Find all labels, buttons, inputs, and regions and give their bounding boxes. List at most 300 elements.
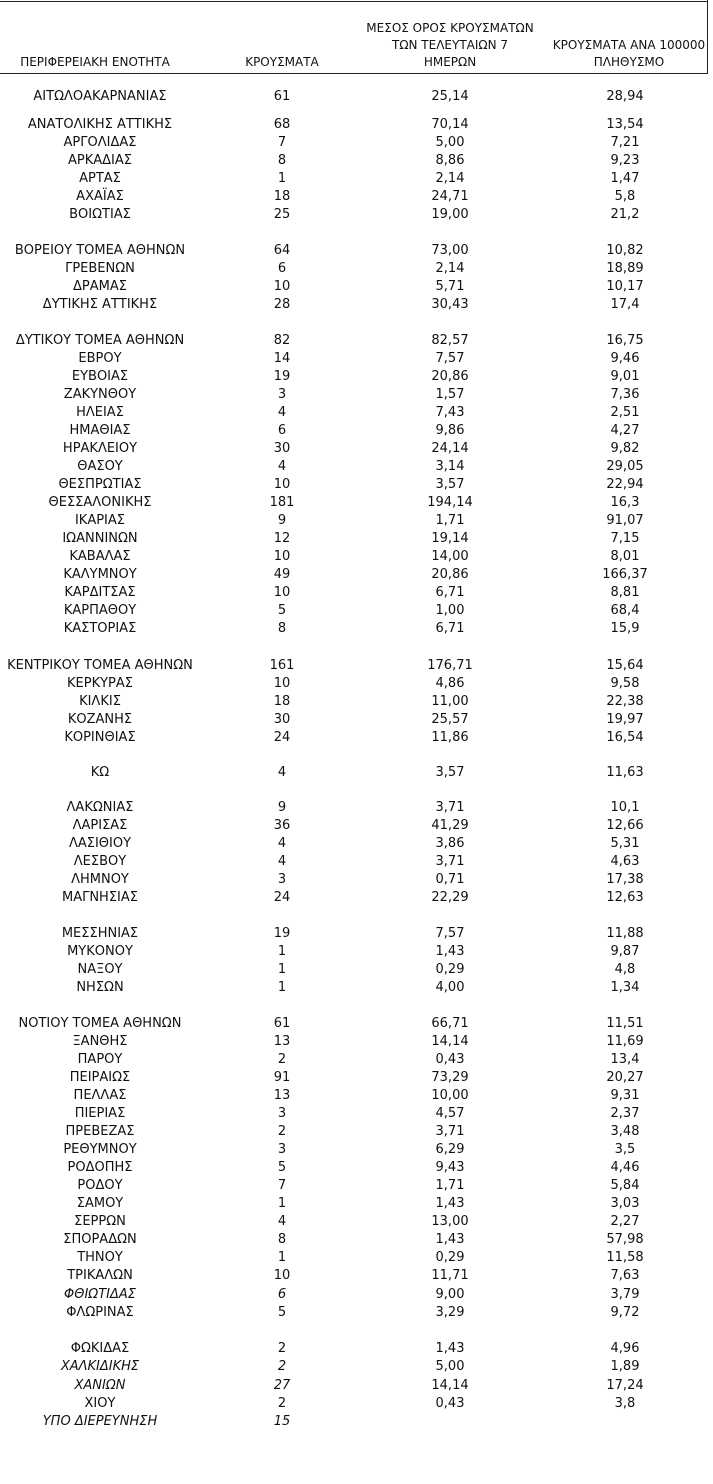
table-row	[0, 961, 708, 979]
cases-value: 7	[277, 1178, 287, 1193]
cases-value: 18	[273, 694, 291, 709]
table-row	[0, 1195, 708, 1213]
region-name: ΔΥΤΙΚΗΣ ΑΤΤΙΚΗΣ	[42, 297, 158, 312]
average-value: 11,71	[431, 1268, 469, 1283]
region-name: ΜΕΣΣΗΝΙΑΣ	[61, 926, 139, 941]
per-100000-value: 12,66	[606, 818, 644, 833]
per-100000-value: 7,36	[610, 387, 640, 402]
cases-value: 4	[277, 854, 287, 869]
region-name: ΗΜΑΘΙΑΣ	[69, 423, 131, 438]
per-100000-value: 4,96	[610, 1341, 640, 1356]
average-value: 24,14	[431, 441, 469, 456]
region-name: ΚΟΖΑΝΗΣ	[67, 712, 133, 727]
average-value: 1,57	[435, 387, 465, 402]
table-row	[0, 1340, 708, 1358]
per-100000-value: 57,98	[606, 1232, 644, 1247]
table-row	[0, 476, 708, 494]
cases-value: 10	[273, 477, 291, 492]
per-100000-value: 4,63	[610, 854, 640, 869]
region-name: ΞΑΝΘΗΣ	[72, 1034, 128, 1049]
average-value: 3,71	[435, 1124, 465, 1139]
table-row	[0, 764, 708, 782]
region-name: ΥΠΟ ΔΙΕΡΕΥΝΗΣΗ	[42, 1414, 158, 1429]
average-value: 1,43	[435, 944, 465, 959]
average-value: 3,57	[435, 765, 465, 780]
table-row	[0, 835, 708, 853]
cases-value: 5	[277, 603, 287, 618]
table-row	[0, 134, 708, 152]
per-100000-value: 11,88	[606, 926, 644, 941]
table-row	[0, 1286, 708, 1304]
region-name: ΛΑΣΙΘΙΟΥ	[68, 836, 132, 851]
per-100000-value: 91,07	[606, 513, 644, 528]
average-value: 3,71	[435, 854, 465, 869]
average-value: 5,00	[435, 1359, 465, 1374]
region-name: ΕΒΡΟΥ	[78, 351, 122, 366]
table-row	[0, 1069, 708, 1087]
average-value: 73,29	[431, 1070, 469, 1085]
table-row	[0, 1231, 708, 1249]
per-100000-value: 11,51	[606, 1016, 644, 1031]
cases-value: 19	[273, 369, 291, 384]
average-value: 6,29	[435, 1142, 465, 1157]
average-value: 3,57	[435, 477, 465, 492]
per-100000-value: 8,81	[610, 585, 640, 600]
region-name: ΙΚΑΡΙΑΣ	[74, 513, 126, 528]
cases-value: 8	[277, 621, 287, 636]
per-100000-value: 29,05	[606, 459, 644, 474]
average-value: 0,29	[435, 1250, 465, 1265]
average-value: 70,14	[431, 117, 469, 132]
average-value: 14,14	[431, 1378, 469, 1393]
table-row	[0, 566, 708, 584]
per-100000-value: 10,17	[606, 279, 644, 294]
table-row	[0, 1249, 708, 1267]
region-name: ΚΑΡΔΙΤΣΑΣ	[64, 585, 136, 600]
per-100000-value: 16,54	[606, 730, 644, 745]
average-value: 1,71	[435, 1178, 465, 1193]
average-value: 20,86	[431, 369, 469, 384]
per-100000-value: 17,38	[606, 872, 644, 887]
cases-value: 24	[273, 890, 291, 905]
per-100000-value: 22,94	[606, 477, 644, 492]
cases-value: 18	[273, 189, 291, 204]
table-row	[0, 1051, 708, 1069]
average-value: 3,29	[435, 1305, 465, 1320]
table-row	[0, 675, 708, 693]
table-row	[0, 1377, 708, 1395]
average-value: 11,00	[431, 694, 469, 709]
per-100000-value: 9,82	[610, 441, 640, 456]
per-100000-value: 166,37	[602, 567, 648, 582]
average-value: 176,71	[427, 658, 473, 673]
cases-value: 3	[277, 1106, 287, 1121]
per-100000-value: 9,46	[610, 351, 640, 366]
region-name: ΒΟΡΕΙΟΥ ΤΟΜΕΑ ΑΘΗΝΩΝ	[14, 243, 186, 258]
region-name: ΚΑΣΤΟΡΙΑΣ	[63, 621, 137, 636]
region-name: ΗΛΕΙΑΣ	[76, 405, 124, 420]
cases-value: 28	[273, 297, 291, 312]
cases-value: 4	[277, 459, 287, 474]
table-row	[0, 889, 708, 907]
region-name: ΛΑΚΩΝΙΑΣ	[66, 800, 134, 815]
region-name: ΣΠΟΡΑΔΩΝ	[63, 1232, 137, 1247]
region-name: ΦΛΩΡΙΝΑΣ	[66, 1305, 134, 1320]
average-value: 5,71	[435, 279, 465, 294]
average-value: 6,71	[435, 585, 465, 600]
table-row	[0, 1123, 708, 1141]
cases-value: 13	[273, 1088, 291, 1103]
table-row	[0, 512, 708, 530]
average-value: 1,43	[435, 1196, 465, 1211]
average-value: 4,57	[435, 1106, 465, 1121]
average-value: 41,29	[431, 818, 469, 833]
average-value: 4,86	[435, 676, 465, 691]
per-100000-value: 9,23	[610, 153, 640, 168]
average-value: 3,86	[435, 836, 465, 851]
average-value: 13,00	[431, 1214, 469, 1229]
cases-value: 27	[273, 1378, 291, 1393]
table-row	[0, 1395, 708, 1413]
cases-value: 6	[277, 423, 287, 438]
region-name: ΤΗΝΟΥ	[77, 1250, 123, 1265]
region-name: ΑΡΚΑΔΙΑΣ	[68, 153, 132, 168]
average-value: 3,71	[435, 800, 465, 815]
average-value: 2,14	[435, 171, 465, 186]
cases-value: 5	[277, 1305, 287, 1320]
region-name: ΔΥΤΙΚΟΥ ΤΟΜΕΑ ΑΘΗΝΩΝ	[15, 333, 185, 348]
region-name: ΑΡΓΟΛΙΔΑΣ	[63, 135, 137, 150]
header-per-100000	[545, 37, 713, 71]
cases-value: 3	[277, 1142, 287, 1157]
cases-value: 68	[273, 117, 291, 132]
per-100000-value: 5,8	[614, 189, 636, 204]
table-row	[0, 386, 708, 404]
region-name: ΘΕΣΣΑΛΟΝΙΚΗΣ	[48, 495, 152, 510]
region-name: ΧΑΛΚΙΔΙΚΗΣ	[60, 1359, 140, 1374]
per-100000-value: 7,15	[610, 531, 640, 546]
table-row	[0, 1304, 708, 1322]
table-row	[0, 1177, 708, 1195]
per-100000-value: 11,58	[606, 1250, 644, 1265]
average-value: 1,43	[435, 1232, 465, 1247]
cases-value: 1	[277, 962, 287, 977]
region-name: ΛΑΡΙΣΑΣ	[72, 818, 128, 833]
table-row	[0, 871, 708, 889]
table-row	[0, 1213, 708, 1231]
region-name: ΘΕΣΠΡΩΤΙΑΣ	[58, 477, 142, 492]
region-name: ΚΙΛΚΙΣ	[79, 694, 121, 709]
region-name: ΝΑΞΟΥ	[77, 962, 123, 977]
region-name: ΧΙΟΥ	[84, 1396, 116, 1411]
average-value: 194,14	[427, 495, 473, 510]
table-row	[0, 1358, 708, 1376]
average-value: 1,43	[435, 1341, 465, 1356]
region-name: ΚΩ	[90, 765, 110, 780]
table-row	[0, 943, 708, 961]
region-name: ΗΡΑΚΛΕΙΟΥ	[62, 441, 138, 456]
cases-value: 64	[273, 243, 291, 258]
cases-value: 1	[277, 1250, 287, 1265]
average-value: 20,86	[431, 567, 469, 582]
per-100000-value: 9,72	[610, 1305, 640, 1320]
table-row	[0, 925, 708, 943]
per-100000-value: 1,89	[610, 1359, 640, 1374]
average-value: 7,57	[435, 926, 465, 941]
per-100000-value: 9,58	[610, 676, 640, 691]
cases-value: 8	[277, 153, 287, 168]
region-name: ΦΘΙΩΤΙΔΑΣ	[63, 1287, 136, 1302]
cases-value: 10	[273, 585, 291, 600]
per-100000-value: 15,9	[610, 621, 640, 636]
cases-value: 9	[277, 800, 287, 815]
table-row	[0, 494, 708, 512]
table-row	[0, 242, 708, 260]
per-100000-value: 2,51	[610, 405, 640, 420]
region-name: ΜΥΚΟΝΟΥ	[67, 944, 133, 959]
per-100000-value: 8,01	[610, 549, 640, 564]
region-name: ΚΕΝΤΡΙΚΟΥ ΤΟΜΕΑ ΑΘΗΝΩΝ	[7, 658, 193, 673]
per-100000-value: 3,03	[610, 1196, 640, 1211]
cases-value: 9	[277, 513, 287, 528]
region-name: ΛΗΜΝΟΥ	[71, 872, 129, 887]
region-name: ΔΡΑΜΑΣ	[73, 279, 127, 294]
table-row	[0, 368, 708, 386]
cases-value: 4	[277, 1214, 287, 1229]
cases-value: 1	[277, 980, 287, 995]
table-row	[0, 711, 708, 729]
cases-value: 2	[277, 1359, 287, 1374]
region-name: ΑΙΤΩΛΟΑΚΑΡΝΑΝΙΑΣ	[33, 89, 167, 104]
cases-value: 7	[277, 135, 287, 150]
cases-value: 6	[277, 261, 287, 276]
average-value: 24,71	[431, 189, 469, 204]
cases-value: 91	[273, 1070, 291, 1085]
average-value: 19,00	[431, 207, 469, 222]
cases-value: 3	[277, 872, 287, 887]
region-name: ΑΧΑΪΑΣ	[76, 189, 124, 204]
cases-value: 6	[277, 1287, 287, 1302]
table-row	[0, 404, 708, 422]
region-name: ΠΙΕΡΙΑΣ	[74, 1106, 126, 1121]
table-row	[0, 422, 708, 440]
table-row	[0, 602, 708, 620]
average-value: 25,57	[431, 712, 469, 727]
average-value: 14,00	[431, 549, 469, 564]
region-name: ΕΥΒΟΙΑΣ	[71, 369, 129, 384]
cases-value: 14	[273, 351, 291, 366]
per-100000-value: 7,63	[610, 1268, 640, 1283]
region-name: ΜΑΓΝΗΣΙΑΣ	[61, 890, 138, 905]
region-name: ΡΕΘΥΜΝΟΥ	[63, 1142, 137, 1157]
table-row	[0, 657, 708, 675]
cases-value: 61	[273, 1016, 291, 1031]
per-100000-value: 17,24	[606, 1378, 644, 1393]
average-value: 1,00	[435, 603, 465, 618]
average-value: 9,43	[435, 1160, 465, 1175]
average-value: 0,71	[435, 872, 465, 887]
table-row	[0, 88, 708, 106]
cases-value: 61	[273, 89, 291, 104]
cases-value: 4	[277, 765, 287, 780]
per-100000-value: 4,27	[610, 423, 640, 438]
average-value: 19,14	[431, 531, 469, 546]
region-name: ΝΟΤΙΟΥ ΤΟΜΕΑ ΑΘΗΝΩΝ	[18, 1016, 182, 1031]
region-name: ΧΑΝΙΩΝ	[74, 1378, 126, 1393]
cases-value: 1	[277, 1196, 287, 1211]
per-100000-value: 2,27	[610, 1214, 640, 1229]
header-average	[360, 20, 540, 71]
region-name: ΤΡΙΚΑΛΩΝ	[67, 1268, 133, 1283]
per-100000-value: 7,21	[610, 135, 640, 150]
per-100000-value: 9,31	[610, 1088, 640, 1103]
cases-value: 2	[277, 1396, 287, 1411]
region-name: ΡΟΔΟΥ	[77, 1178, 123, 1193]
table-row	[0, 1141, 708, 1159]
cases-value: 15	[273, 1414, 291, 1429]
average-value: 0,43	[435, 1396, 465, 1411]
table-row	[0, 170, 708, 188]
region-name: ΓΡΕΒΕΝΩΝ	[65, 261, 135, 276]
per-100000-value: 3,8	[614, 1396, 636, 1411]
table-row	[0, 693, 708, 711]
average-value: 11,86	[431, 730, 469, 745]
per-100000-value: 5,31	[610, 836, 640, 851]
region-name: ΙΩΑΝΝΙΝΩΝ	[62, 531, 138, 546]
per-100000-value: 68,4	[610, 603, 640, 618]
table-row	[0, 440, 708, 458]
cases-value: 1	[277, 944, 287, 959]
cases-value: 5	[277, 1160, 287, 1175]
per-100000-value: 16,3	[610, 495, 640, 510]
cases-value: 13	[273, 1034, 291, 1049]
per-100000-value: 10,82	[606, 243, 644, 258]
table-row	[0, 278, 708, 296]
per-100000-value: 11,69	[606, 1034, 644, 1049]
per-100000-value: 4,46	[610, 1160, 640, 1175]
table-row	[0, 548, 708, 566]
per-100000-value: 3,48	[610, 1124, 640, 1139]
table-row	[0, 799, 708, 817]
header-region: ΠΕΡΙΦΕΡΕΙΑΚΗ ΕΝΟΤΗΤΑ	[20, 55, 170, 69]
per-100000-value: 3,79	[610, 1287, 640, 1302]
cases-value: 25	[273, 207, 291, 222]
region-name: ΑΡΤΑΣ	[79, 171, 121, 186]
cases-value: 10	[273, 279, 291, 294]
average-value: 3,14	[435, 459, 465, 474]
per-100000-value: 13,4	[610, 1052, 640, 1067]
per-100000-value: 2,37	[610, 1106, 640, 1121]
cases-value: 10	[273, 549, 291, 564]
table-row	[0, 1159, 708, 1177]
per-100000-value: 4,8	[614, 962, 636, 977]
average-value: 0,43	[435, 1052, 465, 1067]
per-100000-value: 10,1	[610, 800, 640, 815]
average-value: 8,86	[435, 153, 465, 168]
table-row	[0, 188, 708, 206]
per-100000-value: 9,01	[610, 369, 640, 384]
average-value: 14,14	[431, 1034, 469, 1049]
region-name: ΡΟΔΟΠΗΣ	[67, 1160, 133, 1175]
per-100000-value: 18,89	[606, 261, 644, 276]
region-name: ΝΗΣΩΝ	[76, 980, 124, 995]
per-100000-value: 3,5	[614, 1142, 636, 1157]
per-100000-value: 21,2	[610, 207, 640, 222]
table-row	[0, 620, 708, 638]
table-row	[0, 817, 708, 835]
table-row	[0, 458, 708, 476]
cases-value: 10	[273, 676, 291, 691]
table-row	[0, 1413, 708, 1431]
region-name: ΛΕΣΒΟΥ	[73, 854, 127, 869]
table-row	[0, 1267, 708, 1285]
cases-value: 49	[273, 567, 291, 582]
cases-value: 36	[273, 818, 291, 833]
cases-value: 30	[273, 712, 291, 727]
average-value: 73,00	[431, 243, 469, 258]
table-row	[0, 260, 708, 278]
region-name: ΖΑΚΥΝΘΟΥ	[63, 387, 137, 402]
cases-value: 10	[273, 1268, 291, 1283]
average-value: 9,86	[435, 423, 465, 438]
cases-value: 82	[273, 333, 291, 348]
region-name: ΚΑΒΑΛΑΣ	[69, 549, 131, 564]
table-row	[0, 584, 708, 602]
top-border	[0, 1, 708, 2]
header-per-line2: ΠΛΗΘΥΣΜΟ	[593, 55, 665, 69]
per-100000-value: 13,54	[606, 117, 644, 132]
average-value: 66,71	[431, 1016, 469, 1031]
average-value: 30,43	[431, 297, 469, 312]
region-name: ΣΕΡΡΩΝ	[74, 1214, 126, 1229]
per-100000-value: 28,94	[606, 89, 644, 104]
cases-value: 2	[277, 1124, 287, 1139]
table-row	[0, 1033, 708, 1051]
average-value: 4,00	[435, 980, 465, 995]
cases-value: 4	[277, 405, 287, 420]
region-name: ΠΕΛΛΑΣ	[73, 1088, 127, 1103]
table-row	[0, 332, 708, 350]
per-100000-value: 1,47	[610, 171, 640, 186]
average-value: 25,14	[431, 89, 469, 104]
cases-value: 3	[277, 387, 287, 402]
cases-value: 2	[277, 1341, 287, 1356]
average-value: 9,00	[435, 1287, 465, 1302]
region-name: ΑΝΑΤΟΛΙΚΗΣ ΑΤΤΙΚΗΣ	[27, 117, 173, 132]
per-100000-value: 22,38	[606, 694, 644, 709]
header-average-line3: ΗΜΕΡΩΝ	[423, 55, 477, 69]
region-name: ΚΑΡΠΑΘΟΥ	[63, 603, 137, 618]
average-value: 22,29	[431, 890, 469, 905]
table-row	[0, 530, 708, 548]
header-per-line1: ΚΡΟΥΣΜΑΤΑ ΑΝΑ 100000	[552, 38, 706, 52]
per-100000-value: 19,97	[606, 712, 644, 727]
table-row	[0, 853, 708, 871]
table-row	[0, 1087, 708, 1105]
cases-value: 24	[273, 730, 291, 745]
header-divider	[0, 73, 708, 74]
per-100000-value: 11,63	[606, 765, 644, 780]
header-average-line1: ΜΕΣΟΣ ΟΡΟΣ ΚΡΟΥΣΜΑΤΩΝ	[366, 21, 534, 35]
header-cases: ΚΡΟΥΣΜΑΤΑ	[245, 55, 319, 69]
average-value: 7,57	[435, 351, 465, 366]
cases-value: 4	[277, 836, 287, 851]
average-value: 7,43	[435, 405, 465, 420]
average-value: 1,71	[435, 513, 465, 528]
average-value: 5,00	[435, 135, 465, 150]
region-name: ΚΕΡΚΥΡΑΣ	[67, 676, 133, 691]
region-name: ΠΑΡΟΥ	[77, 1052, 123, 1067]
